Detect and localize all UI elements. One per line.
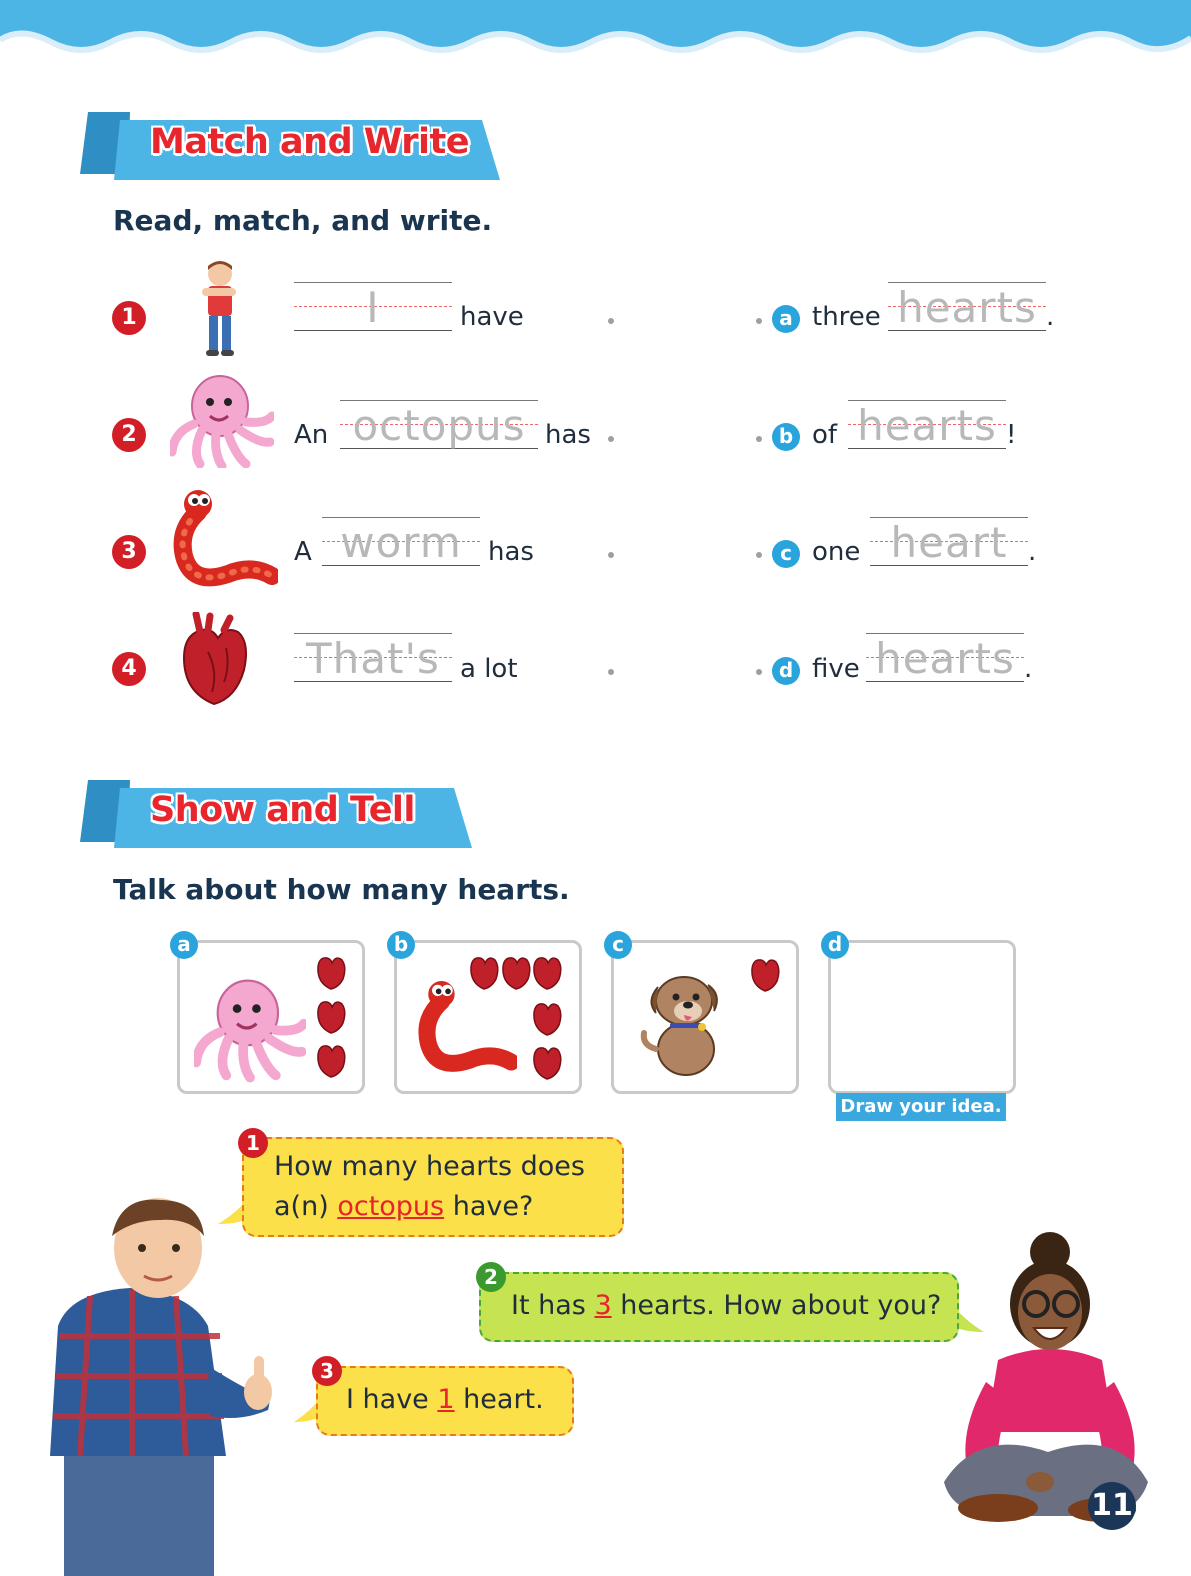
octopus-icon: [170, 372, 274, 468]
instruction: Talk about how many hearts.: [113, 873, 570, 906]
trace-word: octopus: [352, 401, 526, 450]
bubble-number: 3: [312, 1356, 342, 1386]
speech-bubble-2: [479, 1272, 959, 1342]
item-prefix: An: [294, 420, 329, 450]
match-dot[interactable]: [608, 552, 614, 558]
picture-card-c[interactable]: [611, 932, 799, 1094]
fill-word: 3: [594, 1290, 612, 1321]
hearts-group: [314, 951, 348, 1079]
trace-word: hearts: [897, 283, 1037, 332]
hearts-group: [748, 953, 782, 995]
card-letter: a: [170, 931, 198, 959]
item-prefix: one: [812, 537, 861, 567]
item-prefix: of: [812, 420, 838, 450]
bubble-number: 1: [238, 1128, 268, 1158]
fill-word: 1: [437, 1384, 455, 1415]
item-letter: c: [772, 540, 800, 568]
write-line[interactable]: [340, 400, 538, 452]
end-punct: .: [1024, 654, 1033, 684]
section-title: Match and Write: [150, 122, 470, 162]
page-number: 11: [1088, 1482, 1136, 1530]
match-dot[interactable]: [608, 436, 614, 442]
instruction: Read, match, and write.: [113, 204, 493, 237]
card-letter: c: [604, 931, 632, 959]
item-suffix: has: [488, 537, 534, 567]
picture-card-a[interactable]: [177, 932, 365, 1094]
bubble-text: It has: [511, 1290, 586, 1321]
item-suffix: has: [545, 420, 591, 450]
match-dot[interactable]: [608, 669, 614, 675]
picture-card-b[interactable]: [393, 932, 582, 1094]
match-dot[interactable]: [756, 552, 762, 558]
trace-word: worm: [340, 518, 462, 567]
section-title: Show and Tell: [150, 790, 415, 830]
bubble-line: [346, 1384, 544, 1415]
item-suffix: have: [460, 302, 524, 332]
match-dot[interactable]: [756, 436, 762, 442]
bubble-text: heart.: [463, 1384, 544, 1415]
item-prefix: five: [812, 654, 860, 684]
match-dot[interactable]: [608, 318, 614, 324]
item-prefix: A: [294, 537, 312, 567]
bubble-line: [511, 1290, 941, 1321]
write-line[interactable]: [866, 633, 1024, 685]
write-line[interactable]: [888, 282, 1046, 334]
trace-word: hearts: [857, 401, 997, 450]
draw-your-idea-label: Draw your idea.: [836, 1093, 1006, 1121]
write-line[interactable]: [870, 517, 1028, 569]
item-letter: d: [772, 657, 800, 685]
heart-icon: [178, 612, 252, 708]
end-punct: !: [1006, 420, 1017, 450]
speech-bubble-3: [316, 1366, 574, 1436]
boy-photo: [40, 1196, 280, 1576]
card-letter: d: [821, 931, 849, 959]
show-and-tell-banner: [80, 780, 474, 844]
item-letter: b: [772, 423, 800, 451]
bubble-number: 2: [476, 1262, 506, 1292]
item-suffix: a lot: [460, 654, 518, 684]
write-line[interactable]: [322, 517, 480, 569]
write-line[interactable]: [294, 282, 452, 334]
bubble-text: I have: [346, 1384, 429, 1415]
speech-bubble-1: [242, 1137, 624, 1237]
item-number: 1: [112, 301, 146, 335]
item-letter: a: [772, 305, 800, 333]
top-wave-border: [0, 0, 1191, 70]
bubble-text: hearts. How about you?: [620, 1290, 942, 1321]
write-line[interactable]: [294, 633, 452, 685]
bubble-line: How many hearts does: [274, 1151, 585, 1182]
worm-icon: [168, 490, 278, 594]
boy-icon: [194, 258, 244, 360]
hearts-group: [467, 951, 567, 1083]
write-line[interactable]: [848, 400, 1006, 452]
match-dot[interactable]: [756, 669, 762, 675]
picture-card-d[interactable]: [827, 932, 1016, 1094]
end-punct: .: [1046, 302, 1055, 332]
dog-icon: [638, 965, 728, 1081]
trace-word: hearts: [875, 634, 1015, 683]
bubble-line: [274, 1191, 533, 1222]
fill-word: octopus: [337, 1191, 445, 1222]
item-number: 2: [112, 418, 146, 452]
trace-word: That's: [306, 634, 440, 683]
item-number: 4: [112, 652, 146, 686]
bubble-text: have?: [452, 1191, 534, 1222]
end-punct: .: [1028, 537, 1037, 567]
card-letter: b: [387, 931, 415, 959]
item-number: 3: [112, 535, 146, 569]
match-dot[interactable]: [756, 318, 762, 324]
trace-word: I: [366, 283, 380, 332]
item-prefix: three: [812, 302, 881, 332]
octopus-icon: [194, 973, 306, 1083]
trace-word: heart: [890, 518, 1008, 567]
match-and-write-banner: [80, 112, 502, 176]
bubble-text: a(n): [274, 1191, 329, 1222]
